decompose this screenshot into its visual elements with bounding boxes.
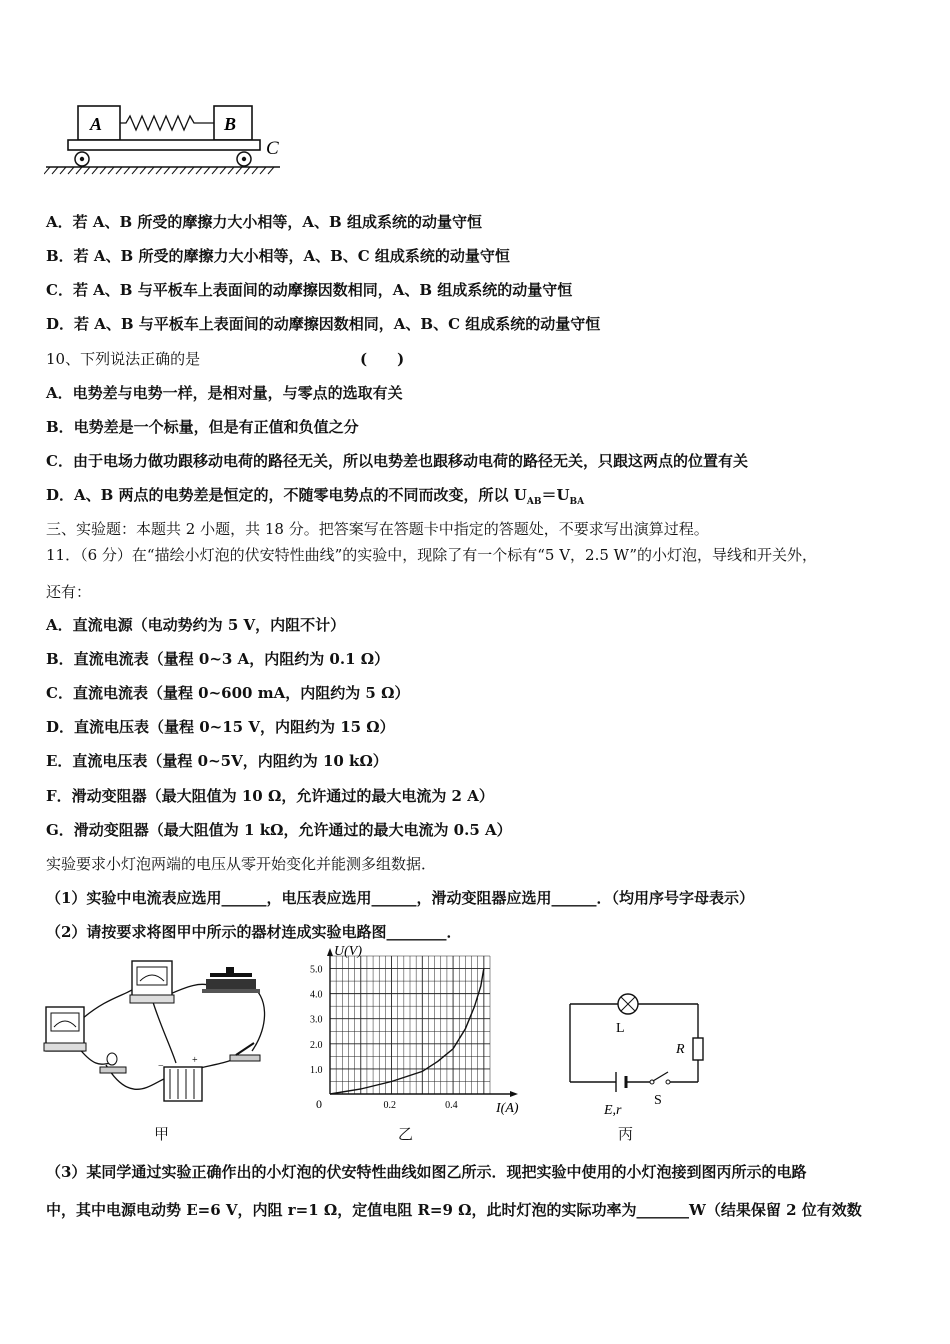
resistor-symbol — [693, 1038, 703, 1060]
q11-part3-line1: （3）某同学通过实验正确作出的小灯泡的伏安特性曲线如图乙所示．现把实验中使用的小灯泡接到图丙所示的电路 — [46, 1163, 807, 1181]
q11-part3-line2: 中，其中电源电动势 E=6 V，内阻 r=1 Ω，定值电阻 R=9 Ω，此时灯泡的实际功率为_______W（结果保留 2 位有效数 — [46, 1201, 862, 1219]
q10-stem: 10、下列说法正确的是 — [46, 350, 201, 368]
q11-option-c: C．直流电流表（量程 0~600 mA，内阻约为 5 Ω） — [46, 684, 410, 702]
q10-option-c: C．由于电场力做功跟移动电荷的路径无关，所以电势差也跟移动电荷的路径无关，只跟这两点的位置有关 — [46, 452, 748, 470]
q11-stem-line2: 还有： — [46, 583, 92, 601]
q11-part1: （1）实验中电流表应选用______，电压表应选用______，滑动变阻器应选用______．（均用序号字母表示） — [46, 889, 754, 907]
origin-label: 0 — [316, 1097, 322, 1111]
q10-paren: ( ) — [360, 350, 405, 368]
cart-board — [68, 140, 260, 150]
q10-option-b: B．电势差是一个标量，但是有正值和负值之分 — [46, 418, 359, 436]
y-axis-arrow — [327, 948, 333, 956]
meter-left-icon — [44, 1007, 86, 1051]
figure-jia-apparatus — [40, 955, 280, 1105]
rheostat-icon — [202, 967, 260, 993]
battery-icon — [158, 1055, 202, 1101]
q9-option-b: B．若 A、B 所受的摩擦力大小相等，A、B、C 组成系统的动量守恒 — [46, 247, 510, 265]
y-tick-label: 2.0 — [310, 1039, 323, 1051]
caption-bing: 丙 — [618, 1125, 634, 1143]
x-tick-label: 0.4 — [445, 1100, 458, 1111]
y-tick-label: 1.0 — [310, 1064, 323, 1076]
q11-requirement: 实验要求小灯泡两端的电压从零开始变化并能测多组数据． — [46, 855, 437, 873]
lamp-symbol — [618, 994, 638, 1014]
figure-yi-chart — [300, 944, 540, 1124]
q9-option-d: D．若 A、B 与平板车上表面间的动摩擦因数相同，A、B、C 组成系统的动量守恒 — [46, 315, 601, 333]
lamp-holder-icon — [100, 1053, 126, 1073]
q11-stem-line1: 11．（6 分）在“描绘小灯泡的伏安特性曲线”的实验中，现除了有一个标有“5 V，2.5 W”的小灯泡，导线和开关外， — [46, 546, 818, 564]
q11-part2: （2）请按要求将图甲中所示的器材连成实验电路图________． — [46, 923, 462, 941]
caption-yi: 乙 — [398, 1125, 414, 1143]
q11-option-f: F．滑动变阻器（最大阻值为 10 Ω，允许通过的最大电流为 2 A） — [46, 787, 494, 805]
q11-option-a: A．直流电源（电动势约为 5 V，内阻不计） — [46, 616, 346, 634]
q9-option-a: A．若 A、B 所受的摩擦力大小相等，A、B 组成系统的动量守恒 — [46, 213, 482, 231]
q11-option-g: G．滑动变阻器（最大阻值为 1 kΩ，允许通过的最大电流为 0.5 A） — [46, 821, 512, 839]
y-tick-label: 4.0 — [310, 989, 323, 1001]
x-tick-label: 0.2 — [383, 1100, 397, 1111]
cart-figure — [44, 96, 294, 180]
figure-bing-circuit — [560, 990, 710, 1120]
q11-option-b: B．直流电流表（量程 0~3 A，内阻约为 0.1 Ω） — [46, 650, 390, 668]
block-a-label: A — [90, 114, 103, 134]
q11-option-d: D．直流电压表（量程 0~15 V，内阻约为 15 Ω） — [46, 718, 395, 736]
spring — [120, 116, 214, 130]
section-heading: 三、实验题：本题共 2 小题，共 18 分。把答案写在答题卡中指定的答题处，不要求写出演算过程。 — [46, 520, 709, 538]
y-tick-label: 3.0 — [310, 1014, 323, 1026]
caption-jia: 甲 — [154, 1125, 170, 1143]
y-tick-label: 5.0 — [310, 964, 323, 976]
q10-sub-ba: BA — [569, 497, 585, 507]
source-label: E,r — [604, 1103, 622, 1118]
q10-option-d — [46, 484, 584, 507]
q9-option-c: C．若 A、B 与平板车上表面间的动摩擦因数相同，A、B 组成系统的动量守恒 — [46, 281, 573, 299]
x-axis-label: I(A) — [496, 1101, 519, 1116]
block-b-label: B — [224, 114, 237, 134]
q10-option-d-text: D．A、B 两点的电势差是恒定的，不随零电势点的不同而改变，所以 U — [46, 486, 527, 504]
y-axis-label: U(V) — [334, 944, 362, 959]
svg-text:+: + — [192, 1055, 198, 1066]
resistor-label: R — [676, 1042, 685, 1057]
x-axis-arrow — [510, 1091, 518, 1097]
source-symbol — [616, 1072, 626, 1092]
lamp-label: L — [616, 1021, 625, 1036]
cart-label: C — [266, 138, 279, 159]
q10-sub-ab: AB — [526, 497, 542, 507]
svg-text:−: − — [158, 1061, 164, 1072]
switch-label: S — [654, 1093, 662, 1108]
q11-option-e: E．直流电压表（量程 0~5V，内阻约为 10 kΩ） — [46, 752, 388, 770]
meter-top-icon — [130, 961, 174, 1003]
switch-symbol — [650, 1072, 670, 1084]
q10-option-d-mid: ＝U — [541, 486, 570, 504]
q10-option-a: A．电势差与电势一样，是相对量，与零点的选取有关 — [46, 384, 403, 402]
